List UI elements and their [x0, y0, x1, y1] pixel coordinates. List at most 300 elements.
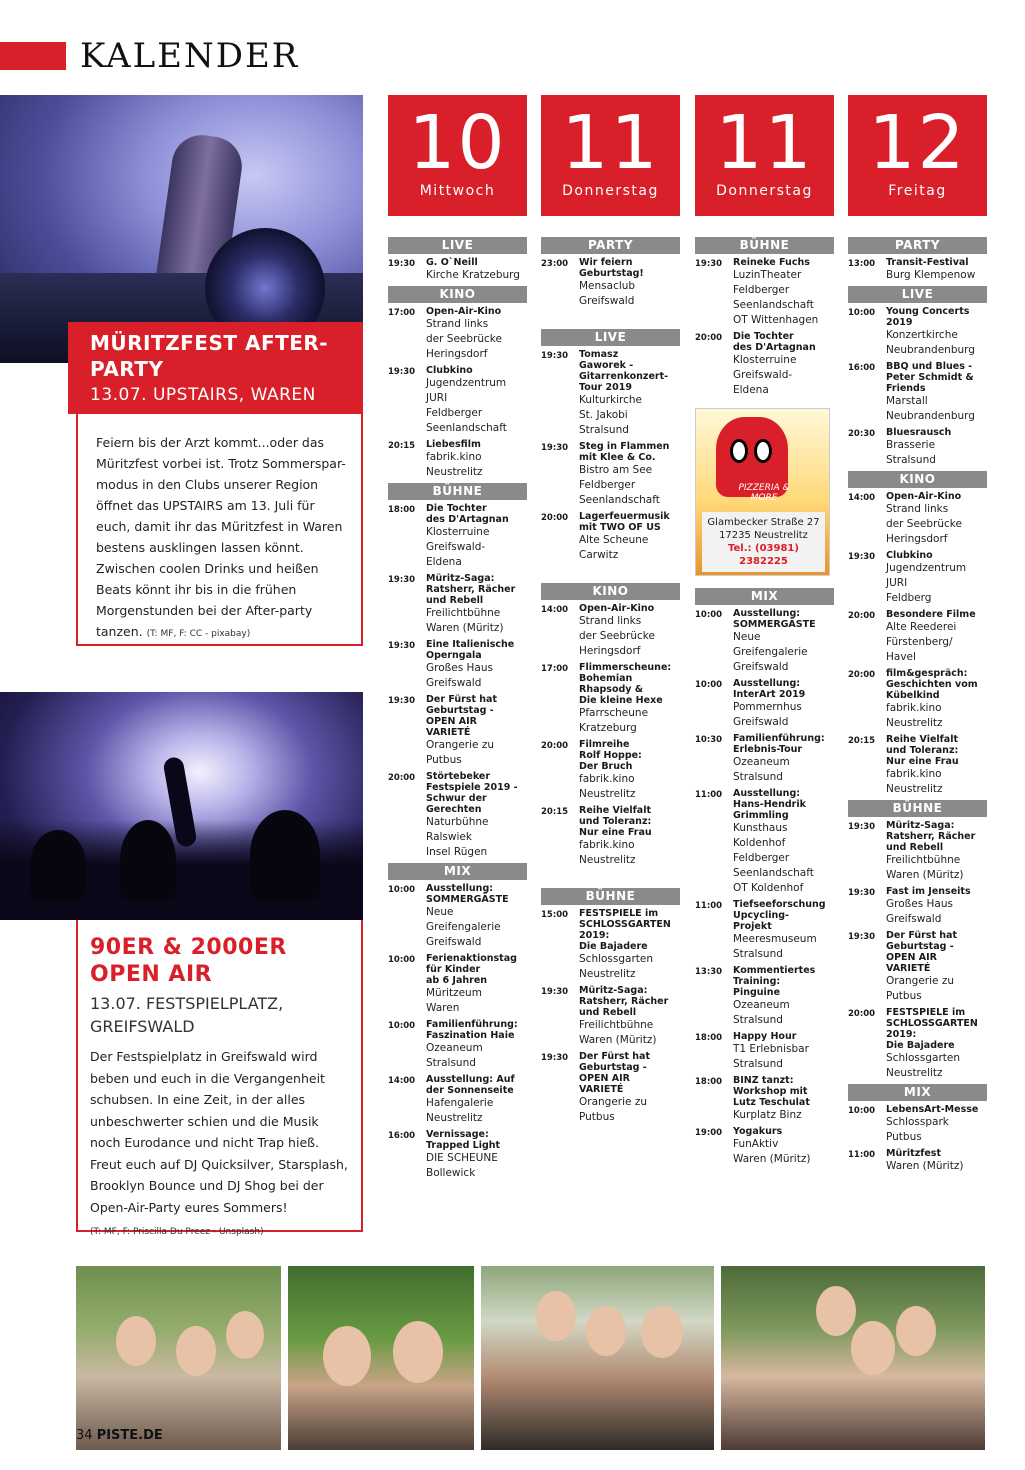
event-location: Eldena [426, 556, 462, 568]
event-body [426, 439, 527, 480]
event-location: Großes Haus [426, 662, 493, 674]
event-body [426, 1019, 527, 1071]
event-location: Naturbühne [426, 816, 489, 828]
event-time: 10:00 [848, 308, 876, 318]
event-entry [388, 771, 527, 860]
ad-address [702, 512, 825, 572]
event-time: 10:00 [388, 1021, 416, 1031]
event-body [733, 257, 834, 328]
event-location: Neue [426, 906, 454, 918]
ad-city: 17235 Neustrelitz [719, 530, 808, 541]
event-location: Pommernhus [733, 701, 802, 713]
event-time: 13:00 [848, 259, 876, 269]
category-header: LIVE [541, 329, 680, 346]
event-title: Transit-Festival [886, 257, 969, 268]
category-header: PARTY [541, 237, 680, 254]
event-title: Gerechten [426, 804, 482, 815]
event-time: 20:30 [848, 429, 876, 439]
event-location: Schlossgarten [886, 1052, 961, 1064]
event-location: Freilichtbühne [579, 1019, 654, 1031]
event-entry [848, 491, 987, 547]
event-title: SOMMERGÄSTE [426, 894, 509, 905]
event-title: für Kinder [426, 964, 481, 975]
event-title: Yogakurs [733, 1126, 783, 1137]
event-title: Der Fürst hat [886, 930, 958, 941]
event-title: Clubkino [426, 365, 473, 376]
event-entry [541, 1051, 680, 1125]
event-entry [541, 603, 680, 659]
face-shape [226, 1311, 264, 1359]
event-location: Alte Reederei [886, 621, 957, 633]
event-title: Open-Air-Kino [579, 603, 655, 614]
event-body [733, 965, 834, 1028]
event-title: InterArt 2019 [733, 689, 806, 700]
event-title: Lagerfeuermusik [579, 511, 670, 522]
event-location: Carwitz [579, 549, 619, 561]
event-title: OPEN AIR [886, 952, 937, 963]
event-time: 19:30 [388, 575, 416, 585]
event-body [579, 662, 680, 736]
event-title: film&gespräch: [886, 668, 968, 679]
category-header: KINO [541, 583, 680, 600]
event-time: 11:00 [695, 790, 723, 800]
category-header: PARTY [848, 237, 987, 254]
event-time: 20:15 [848, 736, 876, 746]
event-title: Familienführung: [733, 733, 825, 744]
event-time: 19:30 [848, 932, 876, 942]
event-title: Die Bajadere [886, 1040, 955, 1051]
event-location: Bistro am See [579, 464, 653, 476]
event-location: Kurplatz Binz [733, 1109, 802, 1121]
event-title: und Toleranz: [579, 816, 652, 827]
event-title: Erlebnis-Tour [733, 744, 803, 755]
feature-afterparty-header [68, 322, 363, 414]
date-block-2 [541, 95, 680, 216]
event-time: 20:00 [848, 1009, 876, 1019]
category-header: BÜHNE [695, 237, 834, 254]
event-time: 20:00 [695, 333, 723, 343]
event-time: 20:00 [541, 513, 569, 523]
face-shape [116, 1316, 156, 1366]
event-title: Die Bajadere [579, 941, 648, 952]
event-entry [695, 1075, 834, 1123]
event-entry [848, 257, 987, 283]
party-photo-1 [76, 1266, 281, 1450]
event-title: Gaworek - [579, 360, 634, 371]
category-header: BÜHNE [388, 483, 527, 500]
event-location: Brasserie [886, 439, 936, 451]
event-body [886, 427, 987, 468]
event-location: Neustrelitz [426, 1112, 483, 1124]
event-title: G. O`Neill [426, 257, 478, 268]
event-title: Projekt [733, 921, 772, 932]
event-body [579, 349, 680, 438]
event-location: fabrik.kino [886, 768, 942, 780]
event-location: Greifswald [579, 295, 635, 307]
event-body [426, 639, 527, 691]
event-title: Geburtstag - [426, 705, 494, 716]
face-shape [393, 1321, 443, 1383]
event-location: Kirche Kratzeburg [426, 269, 520, 281]
event-location: Waren (Müritz) [886, 1160, 964, 1172]
event-title: Rhapsody & [579, 684, 644, 695]
event-title: Ratsherr, Rächer [426, 584, 516, 595]
event-location: fabrik.kino [579, 773, 635, 785]
event-location: Stralsund [733, 948, 783, 960]
event-title: Liebesfilm [426, 439, 481, 450]
event-title: Ratsherr, Rächer [886, 831, 976, 842]
event-location: DIE SCHEUNE [426, 1152, 498, 1164]
event-title: Grimmling [733, 810, 789, 821]
event-time: 19:30 [388, 259, 416, 269]
event-time: 19:30 [848, 888, 876, 898]
event-location: Greifswald- [733, 369, 793, 381]
event-title: Ausstellung: [733, 788, 801, 799]
event-title: Bluesrausch [886, 427, 952, 438]
event-body [579, 739, 680, 802]
event-body [886, 306, 987, 358]
event-title: 2019: [579, 930, 610, 941]
event-body [426, 771, 527, 860]
event-body [886, 491, 987, 547]
logo-eye-shape [730, 439, 748, 463]
face-shape [323, 1326, 371, 1386]
event-title: Workshop mit [733, 1086, 808, 1097]
column-spacer [541, 312, 680, 326]
event-title: des D'Artagnan [426, 514, 509, 525]
event-location: Seenlandschaft [426, 422, 507, 434]
event-location: Neustrelitz [886, 1067, 943, 1079]
event-location: Neustrelitz [886, 717, 943, 729]
event-location: Konzertkirche [886, 329, 958, 341]
event-title: Trapped Light [426, 1140, 501, 1151]
events-column-1 [388, 234, 527, 1184]
event-entry [388, 439, 527, 480]
event-time: 19:30 [388, 696, 416, 706]
event-time: 16:00 [848, 363, 876, 373]
event-location: Burg Klempenow [886, 269, 976, 281]
event-location: Mensaclub [579, 280, 636, 292]
event-location: Orangerie zu [426, 739, 494, 751]
event-entry [848, 361, 987, 424]
event-entry [695, 1126, 834, 1167]
event-location: St. Jakobi [579, 409, 628, 421]
events-column-4 [848, 234, 987, 1177]
feature-openair-credit: (T: MF, F: Priscilla Du Preez - Unsplash) [90, 1227, 264, 1237]
event-location: Freilichtbühne [426, 607, 501, 619]
event-entry [848, 1007, 987, 1081]
event-title: Geburtstag - [886, 941, 954, 952]
event-location: Ozeaneum [733, 999, 790, 1011]
event-time: 20:00 [541, 741, 569, 751]
event-body [579, 257, 680, 309]
feature-openair-text [90, 1046, 352, 1244]
event-time: 18:00 [695, 1033, 723, 1043]
category-header: MIX [848, 1084, 987, 1101]
event-time: 19:30 [541, 1053, 569, 1063]
event-entry [388, 694, 527, 768]
event-location: Neustrelitz [579, 788, 636, 800]
event-title: Festspiele 2019 - [426, 782, 518, 793]
event-location: Jugendzentrum [426, 377, 507, 389]
event-title: Operngala [426, 650, 482, 661]
event-title: SCHLOSSGARTEN [886, 1018, 978, 1029]
event-location: Neubrandenburg [886, 344, 975, 356]
event-body [733, 1126, 834, 1167]
event-entry [541, 257, 680, 309]
logo-eye-shape [754, 439, 772, 463]
event-entry [848, 930, 987, 1004]
event-location: T1 Erlebnisbar [733, 1043, 809, 1055]
feature-openair-subtitle-2: GREIFSWALD [90, 1017, 195, 1036]
event-entry [695, 257, 834, 328]
category-header: LIVE [388, 237, 527, 254]
event-entry [541, 349, 680, 438]
event-body [886, 257, 987, 283]
event-entry [848, 734, 987, 797]
event-time: 14:00 [388, 1076, 416, 1086]
event-body [886, 361, 987, 424]
event-title: Geburtstag - [579, 1062, 647, 1073]
event-location: OT Koldenhof [733, 882, 804, 894]
event-location: Meeresmuseum [733, 933, 817, 945]
event-title: Reineke Fuchs [733, 257, 810, 268]
event-location: Waren (Müritz) [733, 1153, 811, 1165]
event-location: Strand links [426, 318, 489, 330]
event-title: SCHLOSSGARTEN [579, 919, 671, 930]
event-location: Koldenhof [733, 837, 786, 849]
event-location: Feldberger [426, 407, 483, 419]
crowd-head-shape [120, 820, 176, 900]
event-title: Die Tochter [733, 331, 794, 342]
event-location: Kulturkirche [579, 394, 642, 406]
event-body [426, 883, 527, 950]
event-entry [848, 1148, 987, 1174]
crowd-photo [0, 692, 363, 920]
event-title: mit TWO OF US [579, 522, 661, 533]
event-time: 11:00 [695, 901, 723, 911]
event-time: 20:15 [388, 441, 416, 451]
event-body [579, 441, 680, 508]
event-body [886, 1148, 987, 1174]
event-entry [848, 427, 987, 468]
feature-openair-title-1: 90ER & 2000ER [90, 935, 287, 960]
event-title: Der Fürst hat [579, 1051, 651, 1062]
event-location: Waren (Müritz) [579, 1034, 657, 1046]
event-location: Fürstenberg/ [886, 636, 953, 648]
event-entry [388, 1074, 527, 1126]
site-name: PISTE.DE [96, 1428, 163, 1443]
event-time: 19:30 [541, 351, 569, 361]
date-weekday: Donnerstag [716, 183, 813, 199]
event-time: 10:00 [388, 955, 416, 965]
event-body [886, 668, 987, 731]
event-entry [541, 441, 680, 508]
event-title: Ausstellung: Auf [426, 1074, 515, 1085]
event-location: Heringsdorf [579, 645, 641, 657]
event-entry [541, 805, 680, 868]
event-location: Neustrelitz [579, 968, 636, 980]
party-photo-4 [721, 1266, 985, 1450]
event-location: Stralsund [733, 1014, 783, 1026]
event-title: Nur eine Frau [579, 827, 652, 838]
category-header: BÜHNE [848, 800, 987, 817]
event-title: Rolf Hoppe: [579, 750, 642, 761]
event-time: 20:00 [388, 773, 416, 783]
event-title: Schwur der [426, 793, 487, 804]
event-title: Hans-Hendrik [733, 799, 806, 810]
event-title: 2019 [886, 317, 913, 328]
event-title: Clubkino [886, 550, 933, 561]
event-body [733, 733, 834, 785]
event-location: Havel [886, 651, 916, 663]
event-title: SOMMERGÄSTE [733, 619, 816, 630]
event-title: Ausstellung: [426, 883, 494, 894]
event-body [426, 1129, 527, 1181]
column-spacer [541, 566, 680, 580]
event-body [579, 805, 680, 868]
event-location: Stralsund [426, 1057, 476, 1069]
crowd-head-shape [250, 810, 320, 900]
event-title: Geburtstag! [579, 268, 644, 279]
event-location: OT Wittenhagen [733, 314, 819, 326]
event-location: Ralswiek [426, 831, 472, 843]
event-entry [695, 788, 834, 896]
party-photo-2 [288, 1266, 474, 1450]
event-location: Neustrelitz [579, 854, 636, 866]
event-title: und Rebell [579, 1007, 637, 1018]
event-title: Ausstellung: [733, 608, 801, 619]
event-title: Die Tochter [426, 503, 487, 514]
event-location: Marstall [886, 395, 928, 407]
event-title: mit Klee & Co. [579, 452, 656, 463]
event-entry [848, 886, 987, 927]
event-time: 17:00 [388, 308, 416, 318]
date-number: 11 [715, 100, 814, 186]
event-location: Seenlandschaft [579, 494, 660, 506]
feature-afterparty-credit: (T: MF, F: CC - pixabay) [146, 629, 251, 639]
event-location: Kratzeburg [579, 722, 637, 734]
event-location: Neustrelitz [886, 783, 943, 795]
event-location: Heringsdorf [426, 348, 488, 360]
event-title: LebensArt-Messe [886, 1104, 979, 1115]
feature-openair-title [90, 934, 287, 988]
event-title: Training: [733, 976, 781, 987]
event-body [426, 365, 527, 436]
pizzeria-ad [695, 408, 830, 576]
event-time: 20:00 [848, 670, 876, 680]
date-block-3 [695, 95, 834, 216]
event-time: 19:30 [848, 822, 876, 832]
event-location: Insel Rügen [426, 846, 488, 858]
event-title: Pinguine [733, 987, 781, 998]
event-location: Stralsund [733, 1058, 783, 1070]
event-entry [388, 365, 527, 436]
event-title: Lutz Teschulat [733, 1097, 810, 1108]
event-body [426, 953, 527, 1016]
event-title: 2019: [886, 1029, 917, 1040]
event-location: Feldberg [886, 592, 932, 604]
event-entry [388, 573, 527, 636]
event-location: Heringsdorf [886, 533, 948, 545]
date-number: 10 [408, 100, 507, 186]
event-time: 19:30 [695, 259, 723, 269]
event-title: Familienführung: [426, 1019, 518, 1030]
event-title: Kommentiertes [733, 965, 816, 976]
event-time: 19:30 [848, 552, 876, 562]
event-time: 18:00 [695, 1077, 723, 1087]
event-title: Die kleine Hexe [579, 695, 663, 706]
category-header: MIX [388, 863, 527, 880]
feature-afterparty-subtitle: 13.07. UPSTAIRS, WAREN [90, 385, 316, 405]
event-title: des D'Artagnan [733, 342, 816, 353]
face-shape [536, 1291, 576, 1341]
event-title: Geschichten vom [886, 679, 978, 690]
event-entry [388, 1129, 527, 1181]
event-title: Wir feiern [579, 257, 633, 268]
event-title: Eine Italienische [426, 639, 515, 650]
event-body [733, 608, 834, 675]
event-body [886, 930, 987, 1004]
event-title: Happy Hour [733, 1031, 797, 1042]
event-title: Müritz-Saga: [579, 985, 648, 996]
event-entry [848, 306, 987, 358]
event-title: der Sonnenseite [426, 1085, 514, 1096]
feature-openair-body: Der Festspielplatz in Greifswald wird beben und euch in die Vergangenheit schubsen. In eine Zeit, in der alles unbeschwerter schien und die Musik noch Eurodance und nicht Trap hieß. Freut euch auf DJ Quicksilver, Starsplash, Brooklyn Bounce und DJ Shog bei der Open-Air-Party eures Sommers! [90, 1049, 348, 1215]
event-title: Tour 2019 [579, 382, 632, 393]
event-location: Eldena [733, 384, 769, 396]
event-entry [695, 733, 834, 785]
page-title: KALENDER [80, 36, 300, 76]
event-entry [541, 511, 680, 563]
event-location: Putbus [886, 1131, 922, 1143]
event-time: 18:00 [388, 505, 416, 515]
page-number: 34 [76, 1428, 93, 1443]
event-time: 13:30 [695, 967, 723, 977]
event-location: Müritzeum [426, 987, 482, 999]
event-time: 20:15 [541, 807, 569, 817]
crowd-head-shape [30, 830, 86, 900]
event-location: Feldberger [733, 852, 790, 864]
date-block-4 [848, 95, 987, 216]
event-location: Feldberger [733, 284, 790, 296]
category-header: KINO [848, 471, 987, 488]
event-title: Friends [886, 383, 926, 394]
event-title: VARIETÉ [579, 1084, 624, 1095]
event-location: Orangerie zu [886, 975, 954, 987]
event-location: Bollewick [426, 1167, 476, 1179]
event-body [886, 609, 987, 665]
event-entry [848, 550, 987, 606]
date-weekday: Mittwoch [419, 183, 496, 199]
event-title: ab 6 Jahren [426, 975, 488, 986]
event-entry [848, 609, 987, 665]
event-title: Open-Air-Kino [426, 306, 502, 317]
event-entry [695, 678, 834, 730]
ad-street: Glambecker Straße 27 [707, 517, 820, 528]
event-location: Kunsthaus [733, 822, 788, 834]
event-body [426, 694, 527, 768]
event-title: Flimmerscheune: [579, 662, 672, 673]
date-number: 11 [561, 100, 660, 186]
event-location: Greifswald [886, 913, 942, 925]
event-body [579, 908, 680, 982]
event-location: Neustrelitz [426, 466, 483, 478]
event-title: Ratsherr, Rächer [579, 996, 669, 1007]
event-title: Der Bruch [579, 761, 633, 772]
event-title: Tomasz [579, 349, 619, 360]
event-location: Hafengalerie [426, 1097, 494, 1109]
